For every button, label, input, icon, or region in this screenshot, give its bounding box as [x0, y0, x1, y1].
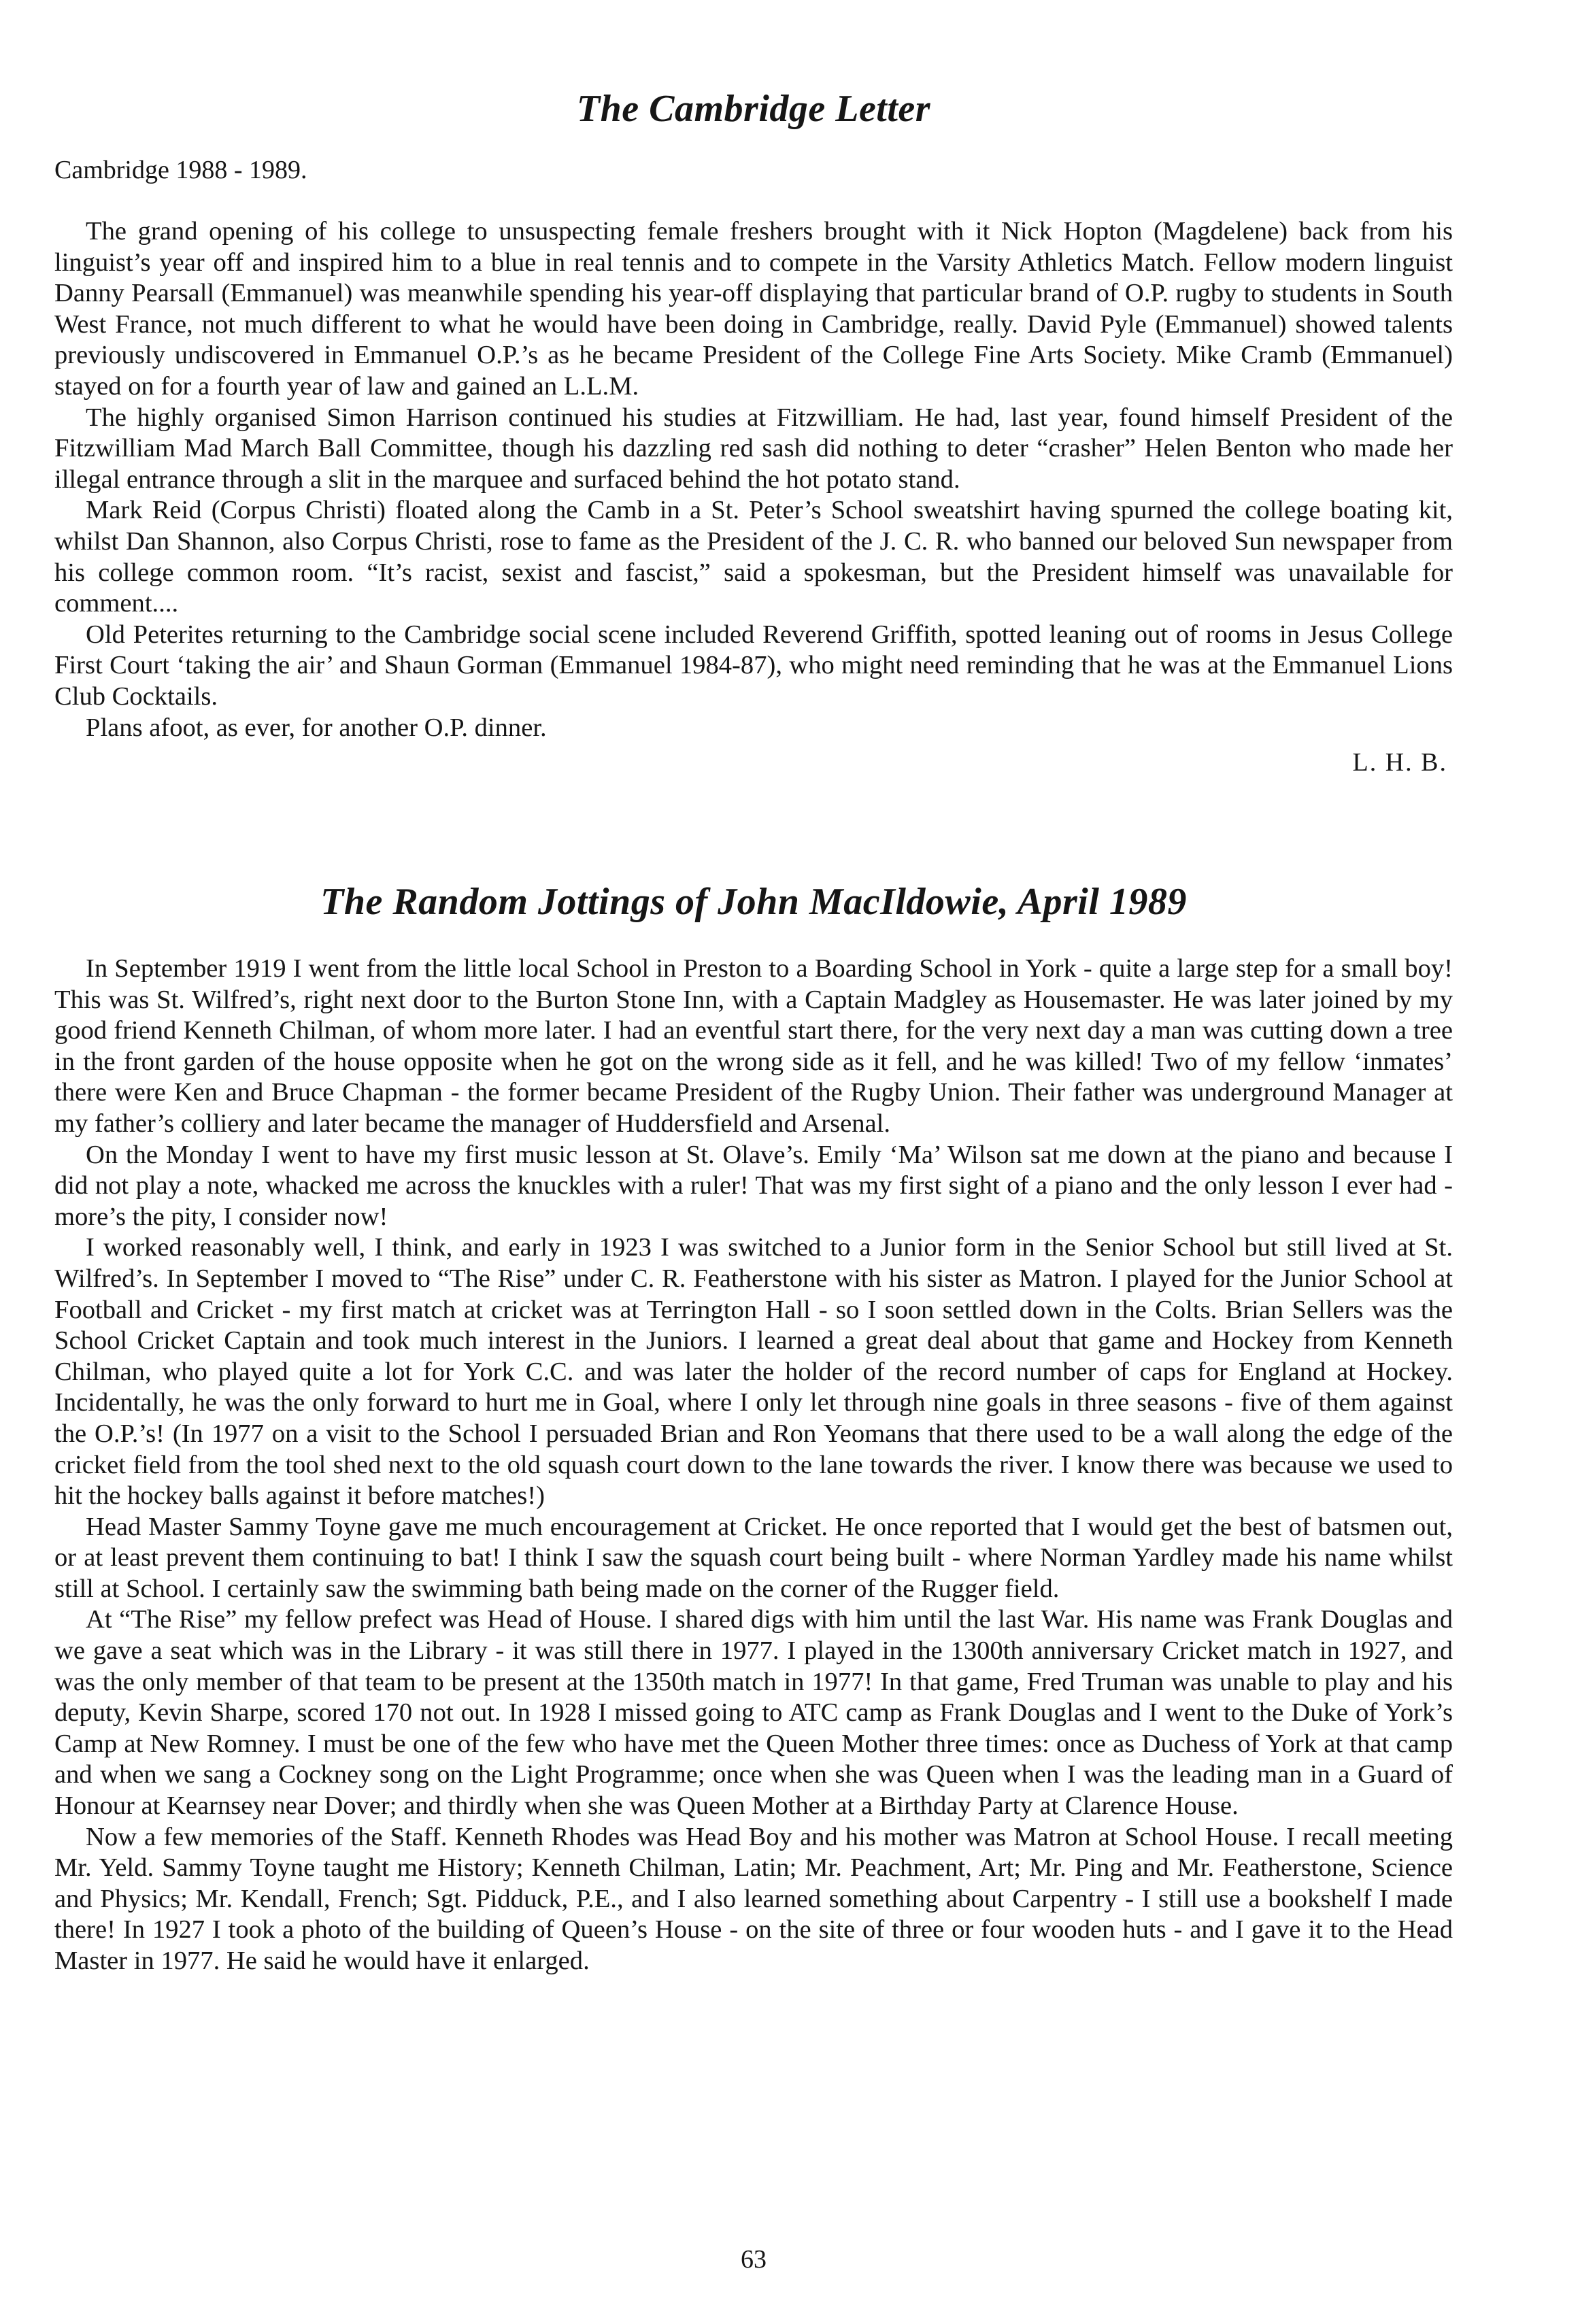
paragraph: Mark Reid (Corpus Christi) floated along the Camb in a St. Peter’s School sweatshirt having spurned the college boating kit, whilst Dan Shannon, also Corpus Christi, rose to fame as the President of the J. C. R. who banned our beloved Sun newspaper from his college common room. “It’s racist, sexist and fascist,” said a spokesman, but the President himself was unavailable for comment....: [54, 496, 1453, 618]
paragraph: On the Monday I went to have my first music lesson at St. Olave’s. Emily ‘Ma’ Wilson sat me down at the piano and because I did not play a note, whacked me across the knuckles with a ruler! That was my first sight of a piano and the only lesson I ever had - more’s the pity, I consider now!: [54, 1140, 1453, 1231]
paragraph: Now a few memories of the Staff. Kenneth Rhodes was Head Boy and his mother was Matron at School House. I recall meeting Mr. Yeld. Sammy Toyne taught me History; Kenneth Chilman, Latin; Mr. Peachment, Art; Mr. Ping and Mr. Featherstone, Science and Physics; Mr. Kendall, French; Sgt. Pidduck, P.E., and I also learned something about Carpentry - I still use a bookshelf I made there! In 1927 I took a photo of the building of Queen’s House - on the site of three or four wooden huts - and I gave it to the Head Master in 1977. He said he would have it enlarged.: [54, 1822, 1453, 1975]
paragraph: The highly organised Simon Harrison continued his studies at Fitzwilliam. He had, last year, found himself President of the Fitzwilliam Mad March Ball Committee, though his dazzling red sash did nothing to deter “crasher” Helen Benton who made her illegal entrance through a slit in the marquee and surfaced behind the hot potato stand.: [54, 403, 1453, 494]
article-title-random-jottings: The Random Jottings of John MacIldowie, April 1989: [320, 881, 1187, 923]
paragraph: At “The Rise” my fellow prefect was Head of House. I shared digs with him until the last War. His name was Frank Douglas and we gave a seat which was in the Library - it was still there in 1977. I played in the 1300th anniversary Cricket match in 1927, and was the only member of that team to be present at the 1350th match in 1977! In that game, Fred Truman was unable to play and his deputy, Kevin Sharpe, scored 170 not out. In 1928 I missed going to ATC camp as Frank Douglas and I went to the Duke of York’s Camp at New Romney. I must be one of the few who have met the Queen Mother three times: once as Duchess of York at that camp and when we sang a Cockney song on the Light Programme; once when she was Queen when I was the leading man in a Guard of Honour at Kearnsey near Dover; and thirdly when she was Queen Mother at a Birthday Party at Clarence House.: [54, 1605, 1453, 1821]
article-body-cambridge-letter: [54, 216, 1453, 779]
paragraph: Plans afoot, as ever, for another O.P. dinner.: [86, 713, 547, 742]
article-dateline: Cambridge 1988 - 1989.: [54, 156, 307, 184]
paragraph: Head Master Sammy Toyne gave me much encouragement at Cricket. He once reported that I would get the best of batsmen out, or at least prevent them continuing to bat! I think I saw the squash court being built - where Norman Yardley made his name whilst still at School. I certainly saw the swimming bath being made on the corner of the Rugger field.: [54, 1512, 1453, 1603]
paragraph: The grand opening of his college to unsuspecting female freshers brought with it Nick Hopton (Magdelene) back from his linguist’s year off and inspired him to a blue in real tennis and to compete in the Varsity Athletics Match. Fellow modern linguist Danny Pearsall (Emmanuel) was meanwhile spending his year-off displaying that particular brand of O.P. rugby to students in South West France, not much different to what he would have been doing in Cambridge, really. David Pyle (Emmanuel) showed talents previously undiscovered in Emmanuel O.P.’s as he became President of the College Fine Arts Society. Mike Cramb (Emmanuel) stayed on for a fourth year of law and gained an L.L.M.: [54, 217, 1453, 401]
article-title-cambridge-letter: The Cambridge Letter: [576, 88, 931, 130]
article-body-random-jottings: [54, 954, 1453, 1977]
document-page: [54, 0, 1453, 2324]
paragraph: Old Peterites returning to the Cambridge social scene included Reverend Griffith, spotted leaning out of rooms in Jesus College First Court ‘taking the air’ and Shaun Gorman (Emmanuel 1984-87), who might need reminding that he was at the Emmanuel Lions Club Cocktails.: [54, 620, 1453, 711]
page-number: 63: [741, 2245, 767, 2274]
paragraph: In September 1919 I went from the little local School in Preston to a Boarding School in York - quite a large step for a small boy! This was St. Wilfred’s, right next door to the Burton Stone Inn, with a Captain Madgley as Housemaster. He was later joined by my good friend Kenneth Chilman, of whom more later. I had an eventful start there, for the very next day a man was cutting down a tree in the front garden of the house opposite when he got on the wrong side as it fell, and he was killed! Two of my fellow ‘inmates’ there were Ken and Bruce Chapman - the former became President of the Rugby Union. Their father was underground Manager at my father’s colliery and later became the manager of Huddersfield and Arsenal.: [54, 954, 1453, 1138]
author-initials: L. H. B.: [1352, 748, 1447, 777]
paragraph: I worked reasonably well, I think, and early in 1923 I was switched to a Junior form in the Senior School but still lived at St. Wilfred’s. In September I moved to “The Rise” under C. R. Featherstone with his sister as Matron. I played for the Junior School at Football and Cricket - my first match at cricket was at Terrington Hall - so I soon settled down in the Colts. Brian Sellers was the School Cricket Captain and took much interest in the Juniors. I learned a great deal about that game and Hockey from Kenneth Chilman, who played quite a lot for York C.C. and was later the holder of the record number of caps for England at Hockey. Incidentally, he was the only forward to hurt me in Goal, where I only let through nine goals in three seasons - five of them against the O.P.’s! (In 1977 on a visit to the School I persuaded Brian and Ron Yeomans that there used to be a wall along the edge of the cricket field from the tool shed next to the old squash court down to the lane towards the river. I know there was because we used to hit the hockey balls against it before matches!): [54, 1233, 1453, 1511]
